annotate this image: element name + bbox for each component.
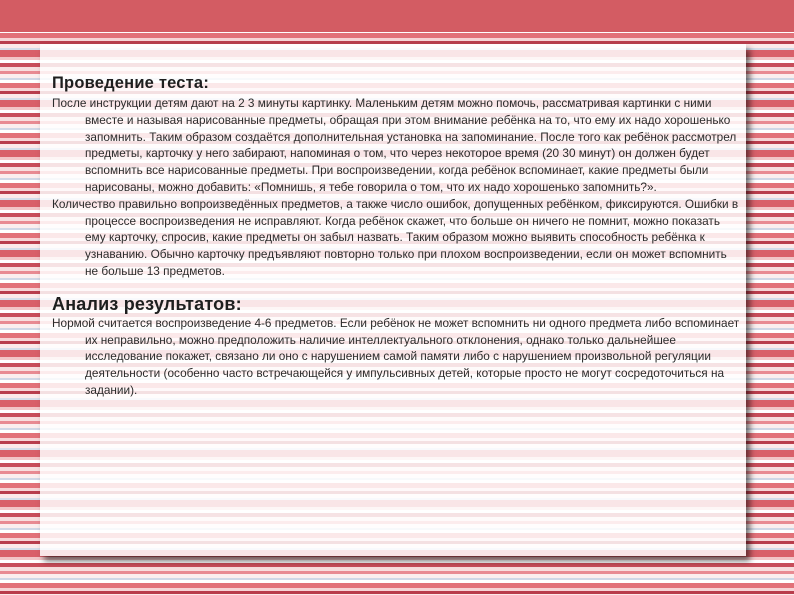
paragraph-counting: Количество правильно вопроизведённых предметов, а также число ошибок, допущенных ребёнком, фиксируются. Ошибки в процессе воспроизведения не исправляют. Когда ребёнок скажет, что больше он ничего не помнит, можно показать ему карточку, спросив, какие предметы он забыл назвать. Таким образом можно выявить способность ребёнка к узнаванию. Обычно карточку предъявляют повторно только при плохом воспроизведении, если он может вспомнить не больше 13 предметов. (52, 196, 739, 278)
slide-content (52, 74, 742, 399)
section-heading-test-procedure: Проведение теста: (52, 74, 210, 92)
background-stripes (0, 0, 794, 32)
paragraph-norm: Нормой считается воспроизведение 4-6 предметов. Если ребёнок не может вспомнить ни одного предмета либо вспоминает их неправильно, можно предположить наличие интеллектуального отклонения, однако только дальнейшее исследование покажет, связано ли оно с нарушением самой памяти либо с нарушением произвольной регуляции деятельности (особенно часто встречающейся у импульсивных детей, которые просто не могут сосредоточиться на задании). (52, 315, 740, 397)
slide-panel (40, 44, 746, 556)
section-heading-results-analysis: Анализ результатов: (52, 293, 242, 314)
paragraph-instructions: После инструкции детям дают на 2 3 минуты картинку. Маленьким детям можно помочь, рассматривая картинки с ними вместе и называя нарисованные предметы, обращая при этом внимание ребёнка на то, что ему их надо хорошенько запомнить. Таким образом создаётся дополнительная установка на запоминание. После того как ребёнок рассмотрел предметы, карточку у него забирают, напоминая о том, что через некоторое время (20 30 минут) он должен будет вспомнить все нарисованные предметы. При воспроизведении, когда ребёнок вспоминает, какие предметы были нарисованы, можно добавить: «Помнишь, я тебе говорила о том, что их надо хорошенько запомнить?». (52, 96, 737, 194)
